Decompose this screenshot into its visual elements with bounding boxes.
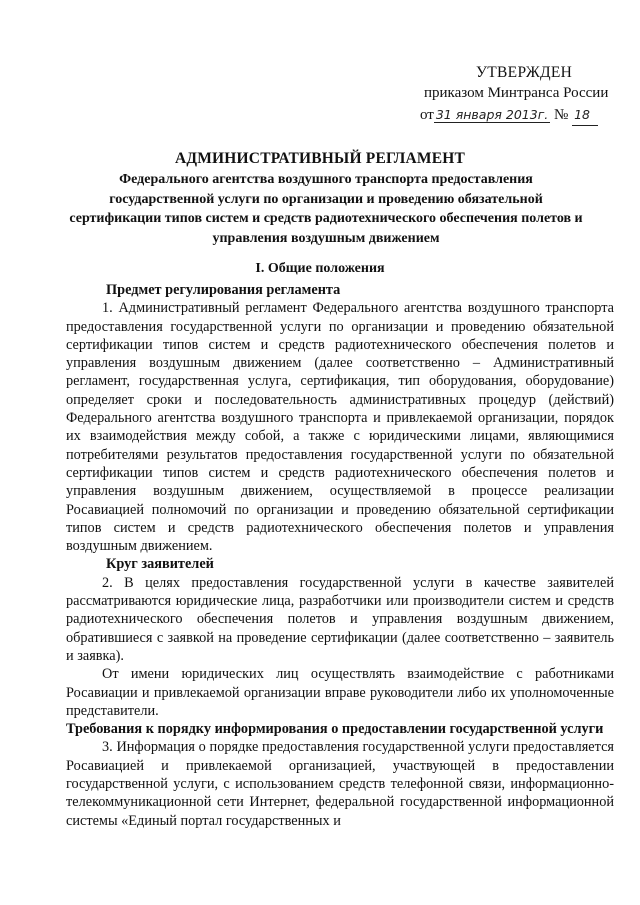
paragraph-3: 3. Информация о порядке предоставления государственной услуги предоставляется Росавиацией и привлекаемой организацией, участвующей в предоставлении государственной услуги, с использованием средств телефонной связи, информационно-телекоммуникационной сети Интернет, федеральной государственной информационной системы «Единый портал государственных и [66,739,614,829]
document-body [66,281,614,830]
handwritten-date: 31 января 2013г. [435,107,549,122]
heading-info-requirements: Требования к порядку информирования о предоставлении государственной услуги [66,721,604,738]
paragraph-1: 1. Административный регламент Федерального агентства воздушного транспорта предоставления государственной услуги по организации и проведению обязательной сертификации типов систем и средств радиотехнического обеспечения полетов и управления воздушным движением (далее соответственно – Административный регламент, государственная услуга, сертификация, тип оборудования, оборудование) определяет сроки и последовательность административных процедур (действий) Федерального агентства воздушного транспорта и привлекаемой организации, порядок их взаимодействия между собой, а также с юридическими лицами, являющимися потребителями результатов предоставления государственной услуги по обязательной сертификации типов систем и средств радиотехнического обеспечения полетов и управления воздушным движением, осуществляемой в процессе реализации Росавиацией полномочий по организации и проведению обязательной сертификации типов систем и средств радиотехнического обеспечения полетов и управления воздушным движением. [66,300,614,555]
handwritten-number: 18 [572,104,598,126]
paragraph-2b: От имени юридических лиц осуществлять взаимодействие с работниками Росавиации и привлекаемой организации вправе руководители либо их уполномоченные представители. [66,666,614,719]
approval-block [420,62,620,126]
paragraph-2: 2. В целях предоставления государственной услуги в качестве заявителей рассматриваются юридические лица, разработчики или производители систем и средств радиотехнического обеспечения полетов и управления воздушным движением, обратившиеся с заявкой на проведение сертификации (далее соответственно – заявитель и заявка). [66,574,614,664]
document-subtitle: Федерального агентства воздушного транспорта предоставления государственной услуги по организации и проведению обязательной сертификации типов систем и средств радиотехнического обеспечения полетов и управления воздушным движением [69,172,583,246]
order-date-number [420,104,620,126]
document-title: АДМИНИСТРАТИВНЫЙ РЕГЛАМЕНТ [174,150,466,167]
approved-by-order: приказом Минтранса России [424,85,609,101]
approved-label: УТВЕРЖДЕН [476,64,573,81]
number-sign: № [554,107,569,123]
heading-subject: Предмет регулирования регламента [106,282,341,298]
heading-applicants: Круг заявителей [106,556,214,573]
from-prefix: от [420,107,434,123]
section-heading: I. Общие положения [255,261,385,276]
